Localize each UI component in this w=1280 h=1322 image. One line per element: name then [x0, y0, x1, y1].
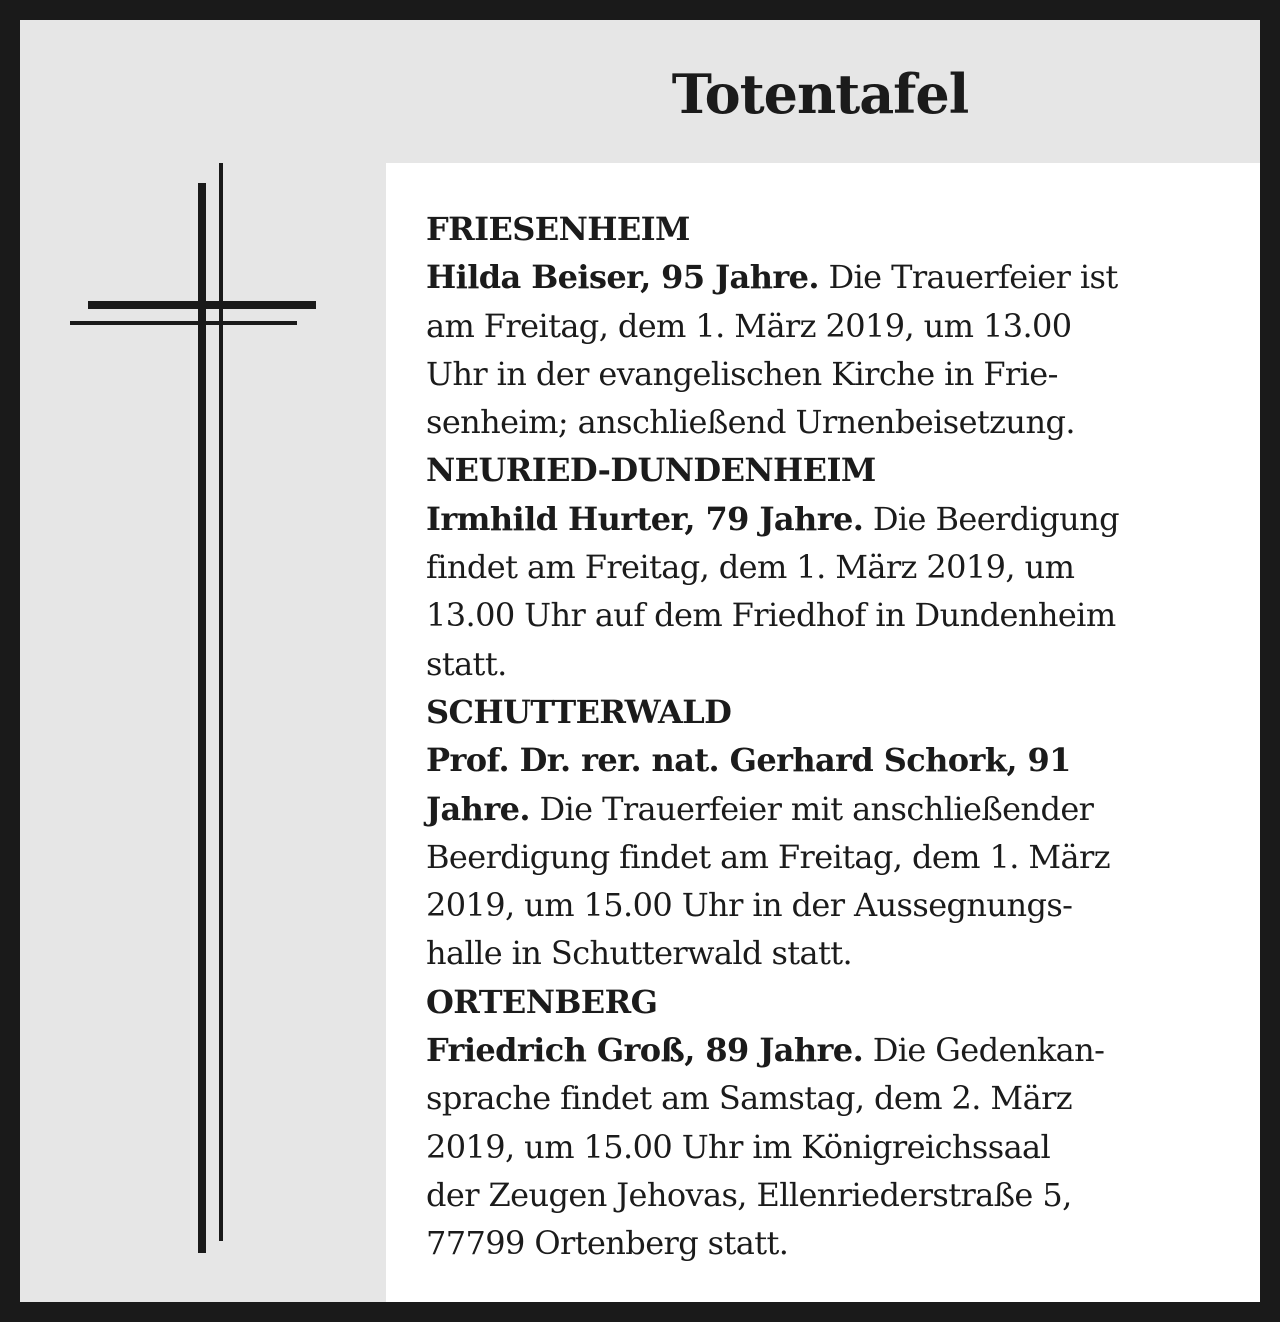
- entry-text-line: 13.00 Uhr auf dem Friedhof in Dundenheim: [426, 596, 1116, 635]
- deceased-name: Hilda Beiser, 95 Jahre.: [426, 258, 819, 297]
- entry-text: Die Gedenkan-: [863, 1031, 1105, 1070]
- obituary-list: [386, 163, 1260, 1302]
- place-heading: FRIESENHEIM: [426, 210, 690, 248]
- entry-text-line: 2019, um 15.00 Uhr in der Aussegnungs-: [426, 886, 1073, 925]
- entry-text-line: findet am Freitag, dem 1. März 2019, um: [426, 548, 1075, 587]
- entry-text: Die Beerdigung: [863, 499, 1120, 538]
- entry-text-line: der Zeugen Jehovas, Ellenriederstraße 5,: [426, 1175, 1072, 1214]
- entry-first-line: [426, 253, 1256, 301]
- deceased-name: Irmhild Hurter, 79 Jahre.: [426, 499, 864, 538]
- entry-text-line: 2019, um 15.00 Uhr im Königreichssaal: [426, 1127, 1051, 1166]
- entry-text-line: 77799 Ortenberg statt.: [426, 1224, 789, 1263]
- page-title: Totentafel: [671, 62, 969, 126]
- entry-first-line: [426, 785, 1256, 833]
- entry-first-line: [426, 495, 1256, 543]
- entry-text-line: sprache findet am Samstag, dem 2. März: [426, 1079, 1073, 1118]
- place-heading: ORTENBERG: [426, 982, 658, 1021]
- notice-panel: [20, 20, 1260, 1302]
- entry-text-line: am Freitag, dem 1. März 2019, um 13.00: [426, 306, 1072, 345]
- entry-text: Die Trauerfeier mit anschließender: [529, 789, 1094, 828]
- entry-text-line: halle in Schutterwald statt.: [426, 934, 853, 973]
- place-heading: NEURIED-DUNDENHEIM: [426, 451, 876, 490]
- deceased-name: Prof. Dr. rer. nat. Gerhard Schork, 91: [426, 741, 1071, 780]
- entry-text-line: Uhr in der evangelischen Kirche in Frie-: [426, 354, 1058, 393]
- entry-text-line: senheim; anschließend Urnenbeisetzung.: [426, 403, 1075, 442]
- deceased-name: Jahre.: [426, 789, 530, 828]
- entry-text-line: statt.: [426, 644, 507, 683]
- obituary-text: [426, 205, 1256, 1268]
- entry-text: Die Trauerfeier ist: [818, 258, 1118, 297]
- entry-text-line: Beerdigung findet am Freitag, dem 1. März: [426, 837, 1110, 876]
- place-heading: SCHUTTERWALD: [426, 692, 732, 731]
- deceased-name: Friedrich Groß, 89 Jahre.: [426, 1031, 864, 1070]
- entry-first-line: [426, 1026, 1256, 1074]
